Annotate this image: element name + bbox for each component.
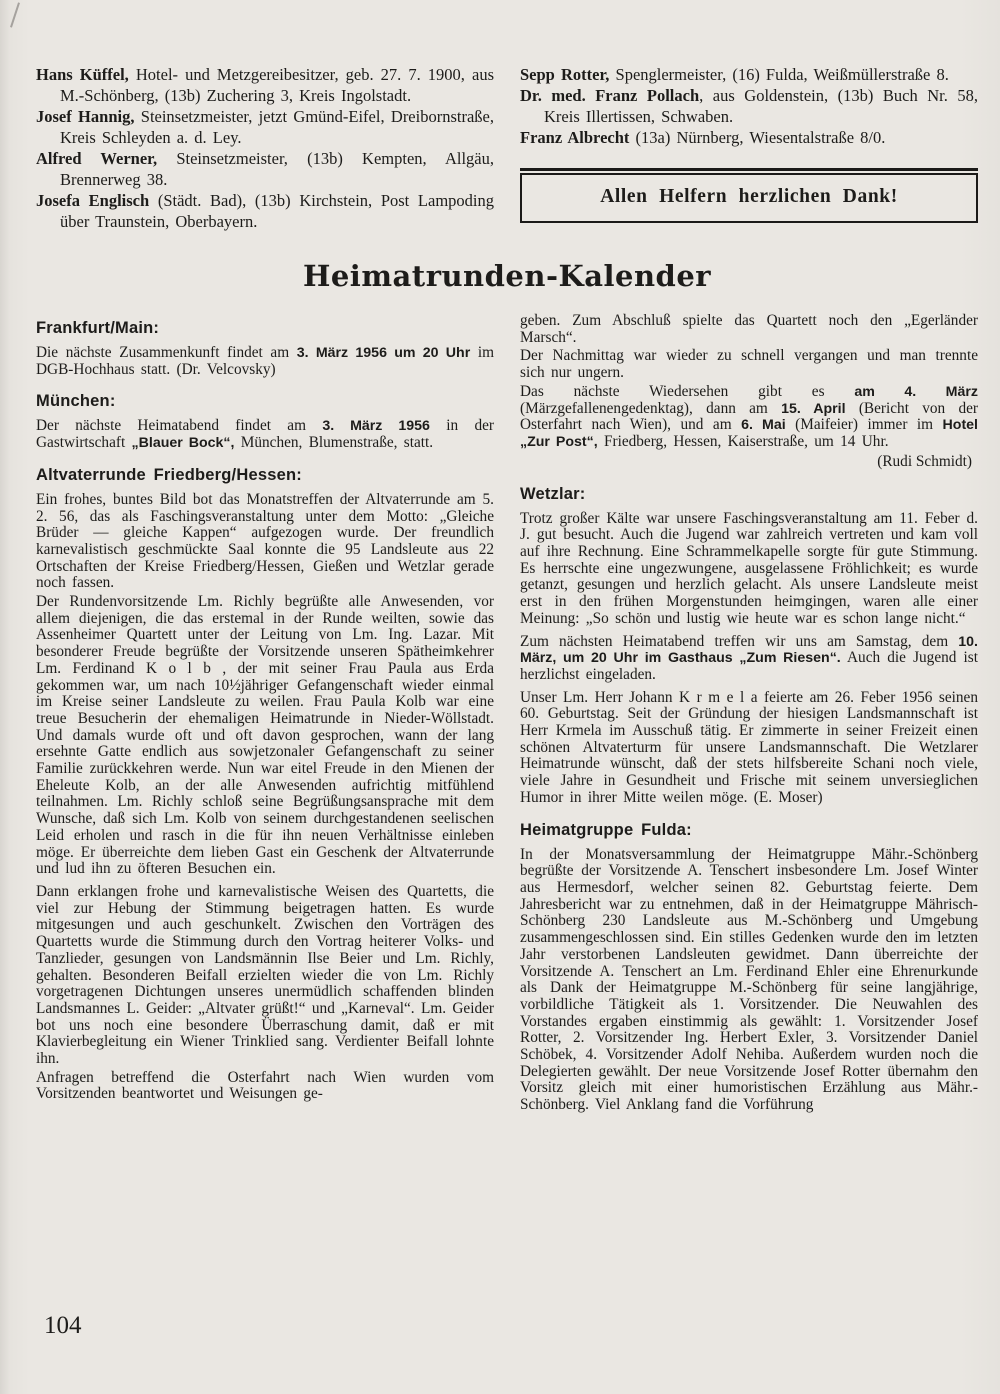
directory-entry: Josefa Englisch (Städt. Bad), (13b) Kirchstein, Post Lampoding über Traunstein, Oberbayern. <box>36 191 494 231</box>
directory-entry: Hans Küffel, Hotel- und Metzgereibesitzer, geb. 27. 7. 1900, aus M.-Schönberg, (13b) Zuchering 3, Kreis Ingolstadt. <box>36 65 494 105</box>
notice-top-rule <box>520 168 978 171</box>
calendar-paragraph: Anfragen betreffend die Osterfahrt nach Wien wurden vom Vorsitzenden beantwortet und Weisungen ge- <box>36 1068 494 1103</box>
directory-right-column <box>520 64 978 223</box>
calendar-left-column <box>36 313 494 1105</box>
calendar-paragraph: Trotz großer Kälte war unsere Faschingsveranstaltung am 11. Feber d. J. gut besucht. Auch die Jugend war zahlreich vertreten und kam voll auf ihre Rechnung. Eine Schrammelkapelle sorgte für gute Stimmung. Es herrschte eine ungezwungene, ausgelassene Fröhlichkeit; es wurde getanzt, gesungen und herzlich gelacht. Als unsere Landsleute meist erst in den frühen Morgenstunden heimgingen, waren alle einer Meinung: „So schön und lustig wie heute war es schon lange nicht.“ <box>520 509 978 627</box>
directory-entry: Franz Albrecht (13a) Nürnberg, Wiesentalstraße 8/0. <box>520 128 886 147</box>
section-heading: Altvaterrunde Friedberg/Hessen: <box>36 465 302 484</box>
calendar-paragraph: geben. Zum Abschluß spielte das Quartett noch den „Egerländer Marsch“. <box>520 312 978 346</box>
calendar-paragraph: Das nächste Wiedersehen gibt es am 4. März (Märzgefallenengedenktag), dann am 15. April (Bericht von der Osterfahrt nach Wien), und am 6. Mai (Maifeier) immer im Hotel „Zur Post“, Friedberg, Hessen, Kaiserstraße, um 14 Uhr. <box>520 382 978 450</box>
directory-entry: Sepp Rotter, Spenglermeister, (16) Fulda, Weißmüllerstraße 8. <box>520 65 949 84</box>
scan-artifact-mark <box>10 2 20 27</box>
directory-section <box>36 64 978 232</box>
calendar-right-column <box>520 313 978 1116</box>
byline: (Rudi Schmidt) <box>877 452 972 470</box>
calendar-paragraph: Der nächste Heimatabend findet am 3. März 1956 in der Gastwirtschaft „Blauer Bock“, München, Blumenstraße, statt. <box>36 417 494 452</box>
calendar-paragraph: Die nächste Zusammenkunft findet am 3. März 1956 um 20 Uhr im DGB-Hochhaus statt. (Dr. Velcovsky) <box>36 344 494 378</box>
calendar-paragraph: Unser Lm. Herr Johann K r m e l a feierte am 26. Feber 1956 seinen 60. Geburtstag. Seit der Gründung der hiesigen Landsmannschaft ist Herr Krmela im Ausschuß tätig. Er zimmerte in seiner Freizeit einen schönen Altvaterturm für unsere Landsmannschaft. Die Wetzlarer Heimatrunde wünscht, daß der stets hilfsbereite Schani noch viele, viele Jahre in Gesundheit und Frische mit seinem unversieglichen Humor in ihrer Mitte weilen möge. (E. Moser) <box>520 688 978 806</box>
notice-box-wrap <box>520 168 978 223</box>
section-heading: Wetzlar: <box>520 484 586 503</box>
section-heading: München: <box>36 392 116 411</box>
calendar-paragraph: In der Monatsversammlung der Heimatgruppe Mähr.-Schönberg begrüßte der Vorsitzende A. Tenschert insbesondere Lm. Josef Winter aus Hermesdorf, welcher seinen 82. Geburtstag feierte. Dem Jahresbericht war zu entnehmen, daß in der Heimatgruppe Mährisch-Schönberg 230 Landsleute aus M.-Schönberg und Umgebung zusammengeschlossen sind. Ein stilles Gedenken wurde den im letzten Jahr verstorbenen Landsleuten gewidmet. Dann überreichte der Vorsitzende A. Tenschert an Lm. Ferdinand Ehler eine Ehrenurkunde als Dank der Heimatgruppe M.-Schönberg für seine langjährige, vorbildliche Tätigkeit als 1. Vorsitzender. Die Neuwahlen des Vorstandes ergaben einstimmig als gewählt: 1. Vorsitzender Josef Rotter, 2. Vorsitzender Ing. Herbert Exler, 3. Vorsitzender Daniel Schöbek, 4. Vorsitzender Adolf Nehiba. Außerdem wurden noch die Delegierten gewählt. Der neue Vorsitzende Josef Rotter übernahm den Vorsitz gleich mit einer humoristischen Erzählung aus Mähr.-Schönberg. Viel Anklang fand die Vorführung <box>520 845 978 1114</box>
notice-box: Allen Helfern herzlichen Dank! <box>520 173 978 223</box>
calendar-paragraph: Ein frohes, buntes Bild bot das Monatstreffen der Altvaterrunde am 5. 2. 56, das als Faschingsveranstaltung unter dem Motto: „Gleiche Brüder — gleiche Kappen“ aufgezogen wurde. Der freundlich karnevalistisch geschmückte Saal konnte die 95 Landsleute aus 22 Ortschaften der Kreise Friedberg/Hessen, Gießen und Wetzlar gerade noch fassen. <box>36 490 494 592</box>
directory-entry: Alfred Werner, Steinsetzmeister, (13b) Kempten, Allgäu, Brennerweg 38. <box>36 149 494 189</box>
calendar-paragraph: Dann erklangen frohe und karnevalistische Weisen des Quartetts, die viel zur Hebung der Stimmung beigetragen hatten. Es wurde mitgesungen und auch geschunkelt. Zwischen den Vorträgen des Quartetts wurde die Stimmung durch den Vortrag heiterer Volks- und Tanzlieder, gesungen von Landsmännin Ilse Beier und Lm. Richly, gehalten. Besonderen Beifall erzielten wieder die von Lm. Richly vorgetragenen Dichtungen unseres unermüdlich schaffenden blinden Landsmannes L. Geider: „Altvater grüßt!“ und „Karneval“. Lm. Geider bot uns noch eine besondere Überraschung damit, daß er mit Klavierbegleitung ein Wiener Trinklied sang. Verdienter Beifall lohnte ihn. <box>36 882 494 1068</box>
calendar-paragraph: Zum nächsten Heimatabend treffen wir uns am Samstag, dem 10. März, um 20 Uhr im Gasthaus „Zum Riesen“. Auch die Jugend ist herzlichst eingeladen. <box>520 632 978 683</box>
directory-entry: Josef Hannig, Steinsetzmeister, jetzt Gmünd-Eifel, Dreibornstraße, Kreis Schleyden a. d. Ley. <box>36 107 494 147</box>
directory-left-column <box>36 64 494 232</box>
section-heading: Heimatgruppe Fulda: <box>520 820 692 839</box>
calendar-section <box>36 313 978 1116</box>
page-content <box>36 0 978 1116</box>
section-heading: Frankfurt/Main: <box>36 319 160 337</box>
calendar-paragraph: Der Nachmittag war wieder zu schnell vergangen und man trennte sich nur ungern. <box>520 347 978 382</box>
page-number: 104 <box>44 1312 82 1339</box>
directory-right-entries <box>520 64 978 148</box>
directory-entry: Dr. med. Franz Pollach, aus Goldenstein, (13b) Buch Nr. 58, Kreis Illertissen, Schwaben. <box>520 86 978 126</box>
page-title: Heimatrunden-Kalender <box>302 259 712 293</box>
calendar-paragraph: Der Rundenvorsitzende Lm. Richly begrüßte alle Anwesenden, vor allem diejenigen, die das erstemal in der Runde weilten, sowie das Assenheimer Quartett unter der Leitung von Lm. Ing. Lazar. Mit besonderer Freude begrüßte der Vorsitzende unseren Spätheimkehrer Lm. Ferdinand K o l b , der mit seiner Frau Paula aus Erda gekommen war, um nach 10½jähriger Gefangenschaft wieder einmal im Kreise seiner Landsleute zu weilen. Frau Paula Kolb war eine treue Besucherin der ehemaligen Heimatrunde in Nieder-Wöllstadt. Und damals wurde oft und oft davon gesprochen, wann der lang ersehnte Gatte endlich aus sowjetzonaler Gefangenschaft zu seiner Familie zurückkehren werde. Nun war eitel Freude in den Mienen der Eheleute Kolb, an der alle Anwesenden aufrichtig mitfühlend teilnahmen. Lm. Richly schloß seine Begrüßungsansprache mit dem Wunsche, daß sich Lm. Kolb von seinem durchgestandenen seelischen Leid erholen und rasch in die für ihn neuen Verhältnisse einleben möge. Er überreichte dem lieben Gast ein Geschenk der Altvaterrunde und lud ihn zu öfteren Besuchen ein. <box>36 593 494 878</box>
